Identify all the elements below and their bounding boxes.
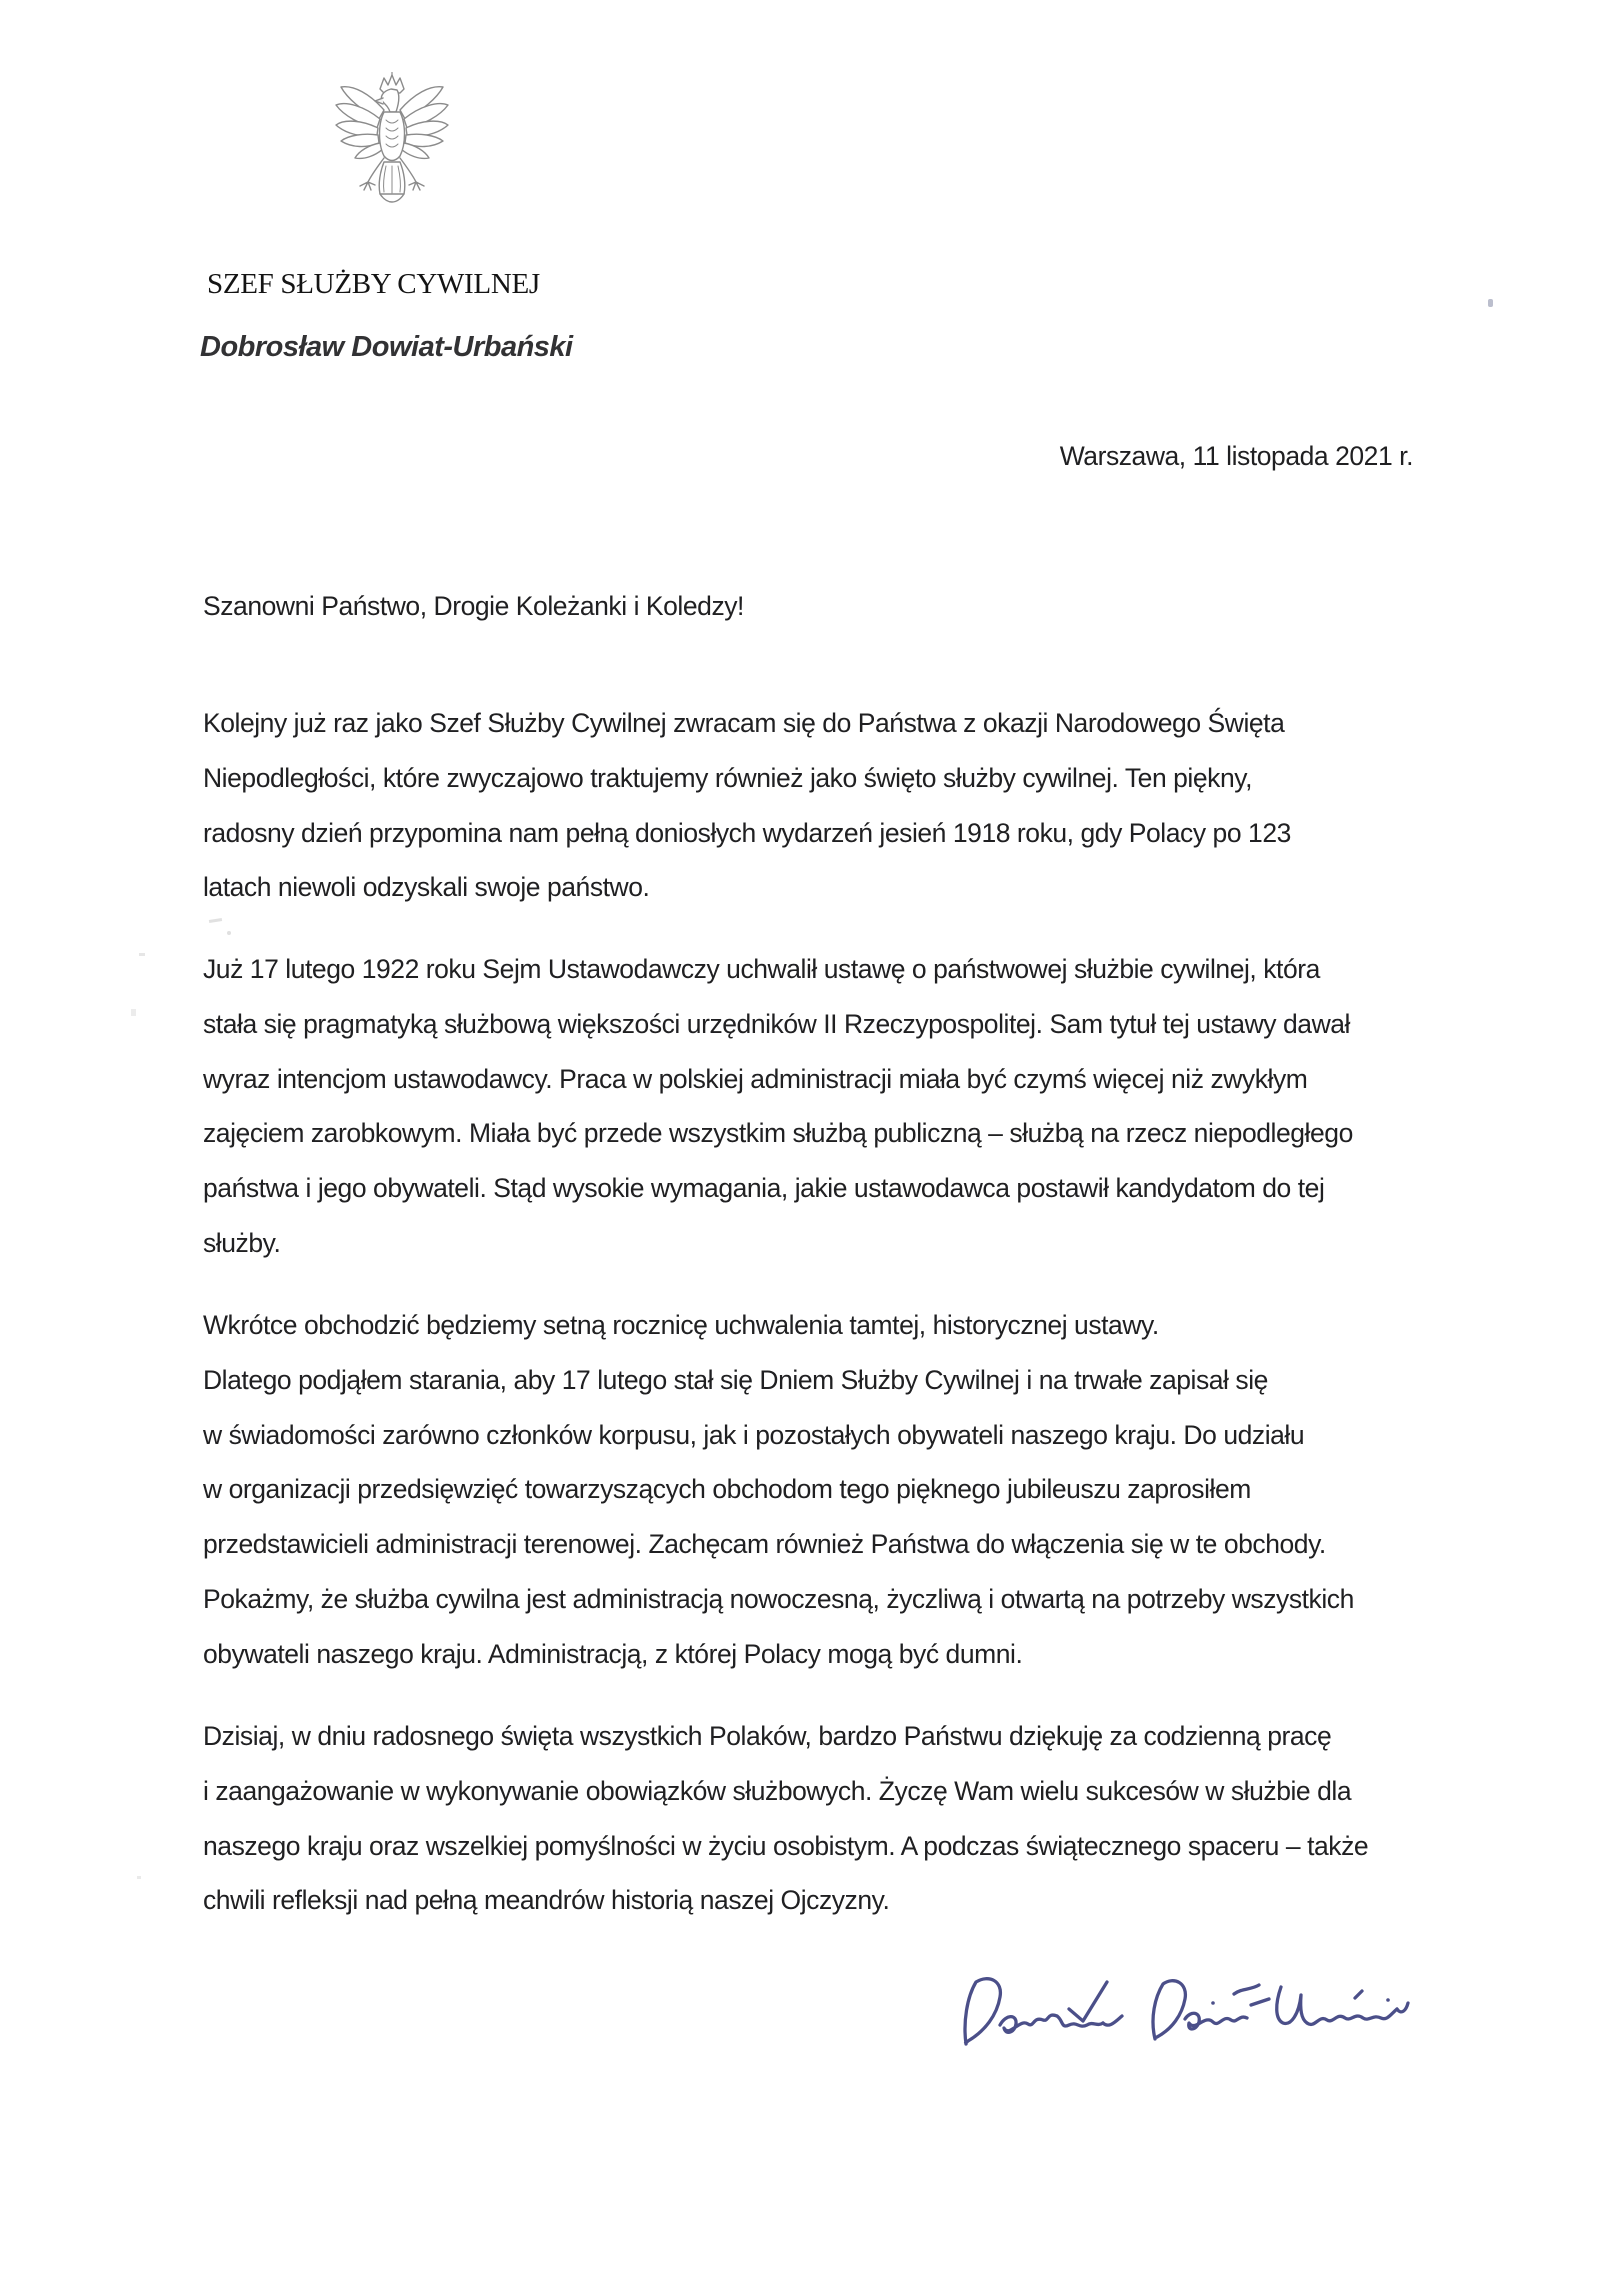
paragraph-1: [203, 696, 1423, 915]
text-line: i zaangażowanie w wykonywanie obowiązków służbowych. Życzę Wam wielu sukcesów w służbie dla: [203, 1775, 1352, 1806]
text-line: naszego kraju oraz wszelkiej pomyślności w życiu osobistym. A podczas świątecznego spaceru – także: [203, 1830, 1369, 1861]
text-line: Niepodległości, które zwyczajowo traktujemy również jako święto służby cywilnej. Ten piękny,: [203, 762, 1252, 793]
salutation: Szanowni Państwo, Drogie Koleżanki i Koledzy!: [203, 591, 744, 621]
text-line: w świadomości zarówno członków korpusu, jak i pozostałych obywateli naszego kraju. Do udziału: [203, 1419, 1305, 1450]
paragraph-4: [203, 1709, 1423, 1928]
text-line: stała się pragmatyką służbową większości urzędników II Rzeczypospolitej. Sam tytuł tej ustawy dawał: [203, 1008, 1350, 1039]
text-line: radosny dzień przypomina nam pełną doniosłych wydarzeń jesień 1918 roku, gdy Polacy po 123: [203, 817, 1291, 848]
text-line: chwili refleksji nad pełną meandrów historią naszej Ojczyzny.: [203, 1885, 890, 1916]
text-line: Kolejny już raz jako Szef Służby Cywilnej zwracam się do Państwa z okazji Narodowego Święta: [203, 708, 1285, 738]
text-line: Pokażmy, że służba cywilna jest administracją nowoczesną, życzliwą i otwartą na potrzeby wszystkich: [203, 1583, 1354, 1614]
scan-artifact: [137, 1876, 141, 1879]
officer-name: Dobrosław Dowiat-Urbański: [200, 331, 573, 363]
text-line: obywateli naszego kraju. Administracją, z której Polacy mogą być dumni.: [203, 1638, 1023, 1669]
scan-artifact: [131, 1009, 136, 1016]
text-line: przedstawicieli administracji terenowej. Zachęcam również Państwa do włączenia się w te obchody.: [203, 1529, 1326, 1560]
text-line: Wkrótce obchodzić będziemy setną rocznicę uchwalenia tamtej, historycznej ustawy.: [203, 1310, 1159, 1340]
paragraph-2: [203, 942, 1423, 1271]
scan-artifact: [139, 953, 145, 956]
dateline: Warszawa, 11 listopada 2021 r.: [1059, 441, 1413, 471]
office-title: SZEF SŁUŻBY CYWILNEJ: [207, 268, 540, 300]
paragraph-3: [203, 1298, 1423, 1682]
text-line: Dzisiaj, w dniu radosnego święta wszystkich Polaków, bardzo Państwu dziękuję za codzienną pracę: [203, 1721, 1332, 1751]
text-line: latach niewoli odzyskali swoje państwo.: [203, 872, 650, 903]
text-line: służby.: [203, 1227, 281, 1258]
scan-artifact: [227, 931, 231, 935]
scan-artifact: [209, 918, 222, 923]
handwritten-signature: [950, 1952, 1420, 2070]
polish-eagle-coat-of-arms-icon: [334, 72, 450, 212]
scan-artifact: [1488, 299, 1493, 307]
text-line: Dlatego podjąłem starania, aby 17 lutego stał się Dniem Służby Cywilnej i na trwałe zapisał się: [203, 1364, 1268, 1395]
text-line: zajęciem zarobkowym. Miała być przede wszystkim służbą publiczną – służbą na rzecz niepodległego: [203, 1118, 1353, 1149]
text-line: państwa i jego obywateli. Stąd wysokie wymagania, jakie ustawodawca postawił kandydatom do tej: [203, 1173, 1325, 1204]
text-line: Już 17 lutego 1922 roku Sejm Ustawodawczy uchwalił ustawę o państwowej służbie cywilnej, która: [203, 954, 1320, 984]
text-line: w organizacji przedsięwzięć towarzyszących obchodom tego pięknego jubileuszu zaprosiłem: [203, 1474, 1251, 1505]
text-line: wyraz intencjom ustawodawcy. Praca w polskiej administracji miała być czymś więcej niż zwykłym: [203, 1063, 1308, 1094]
